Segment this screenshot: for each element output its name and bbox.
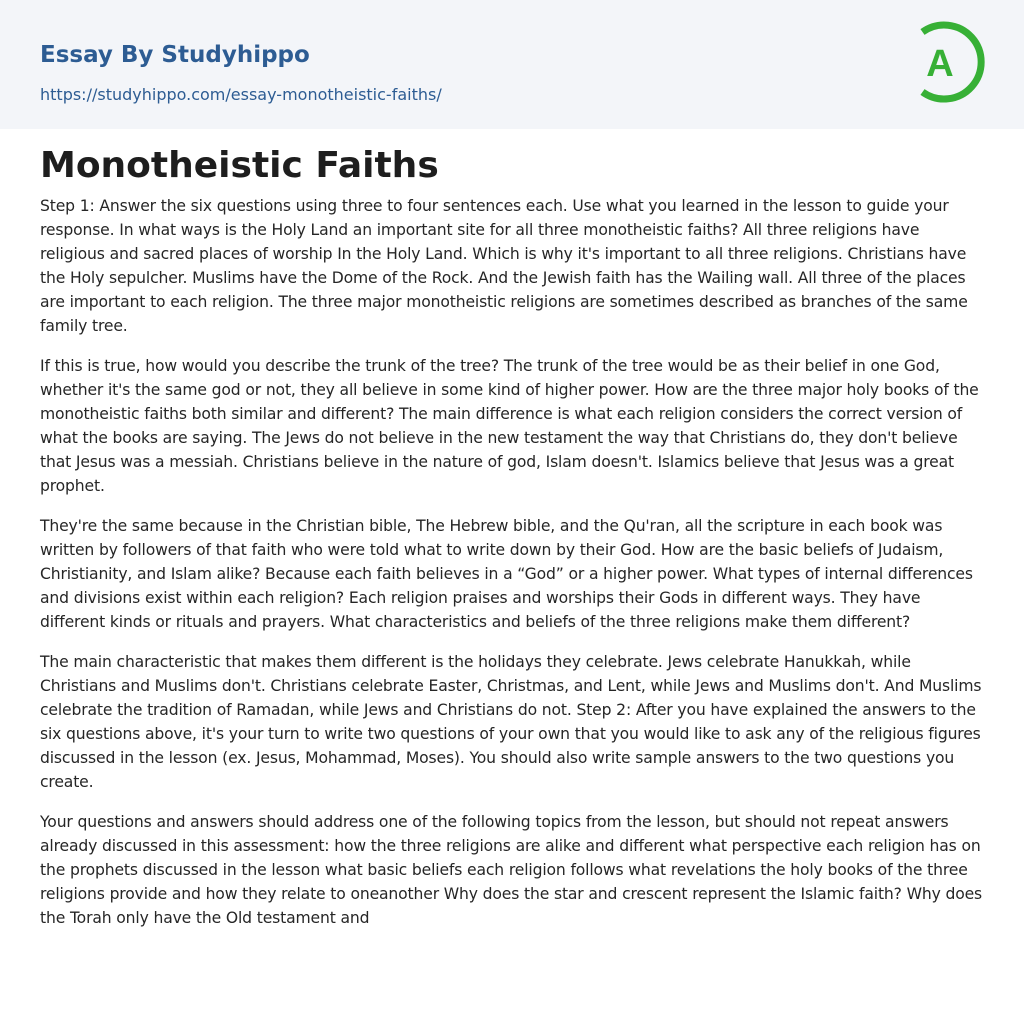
essay-body bbox=[40, 194, 984, 946]
essay-paragraph: Step 1: Answer the six questions using three to four sentences each. Use what you learned in the lesson to guide your response. In what ways is the Holy Land an important site for all three monotheistic faiths? All three religions have religious and sacred places of worship In the Holy Land. Which is why it's important to all three religions. Christians have the Holy sepulcher. Muslims have the Dome of the Rock. And the Jewish faith has the Wailing wall. All three of the places are important to each religion. The three major monotheistic religions are sometimes described as branches of the same family tree. bbox=[40, 197, 968, 335]
site-header bbox=[0, 0, 1024, 129]
site-brand[interactable]: Essay By Studyhippo bbox=[40, 42, 310, 68]
studyhippo-logo-icon[interactable] bbox=[912, 19, 986, 105]
essay-paragraph: If this is true, how would you describe the trunk of the tree? The trunk of the tree would be as their belief in one God, whether it's the same god or not, they all believe in some kind of higher power. How are the three major holy books of the monotheistic faiths both similar and different? The main difference is what each religion considers the correct version of what the books are saying. The Jews do not believe in the new testament the way that Christians do, they don't believe that Jesus was a messiah. Christians believe in the nature of god, Islam doesn't. Islamics believe that Jesus was a great prophet. bbox=[40, 357, 979, 495]
essay-paragraph: They're the same because in the Christian bible, The Hebrew bible, and the Qu'ran, all the scripture in each book was written by followers of that faith who were told what to write down by their God. How are the basic beliefs of Judaism, Christianity, and Islam alike? Because each faith believes in a “God” or a higher power. What types of internal differences and divisions exist within each religion? Each religion praises and worships their Gods in different ways. They have different kinds or rituals and prayers. What characteristics and beliefs of the three religions make them different? bbox=[40, 517, 973, 631]
page-url-link[interactable]: https://studyhippo.com/essay-monotheistic-faiths/ bbox=[40, 85, 442, 104]
page-title: Monotheistic Faiths bbox=[40, 145, 439, 186]
essay-paragraph: The main characteristic that makes them different is the holidays they celebrate. Jews celebrate Hanukkah, while Christians and Muslims don't. Christians celebrate Easter, Christmas, and Lent, while Jews and Muslims don't. And Muslims celebrate the tradition of Ramadan, while Jews and Christians do not. Step 2: After you have explained the answers to the six questions above, it's your turn to write two questions of your own that you would like to ask any of the religious figures discussed in the lesson (ex. Jesus, Mohammad, Moses). You should also write sample answers to the two questions you create. bbox=[40, 653, 982, 791]
essay-paragraph: Your questions and answers should address one of the following topics from the lesson, but should not repeat answers already discussed in this assessment: how the three religions are alike and different what perspective each religion has on the prophets discussed in the lesson what basic beliefs each religion follows what revelations the holy books of the three religions provide and how they relate to oneanother Why does the star and crescent represent the Islamic faith? Why does the Torah only have the Old testament and bbox=[40, 813, 983, 927]
logo-letter: A bbox=[926, 43, 954, 85]
